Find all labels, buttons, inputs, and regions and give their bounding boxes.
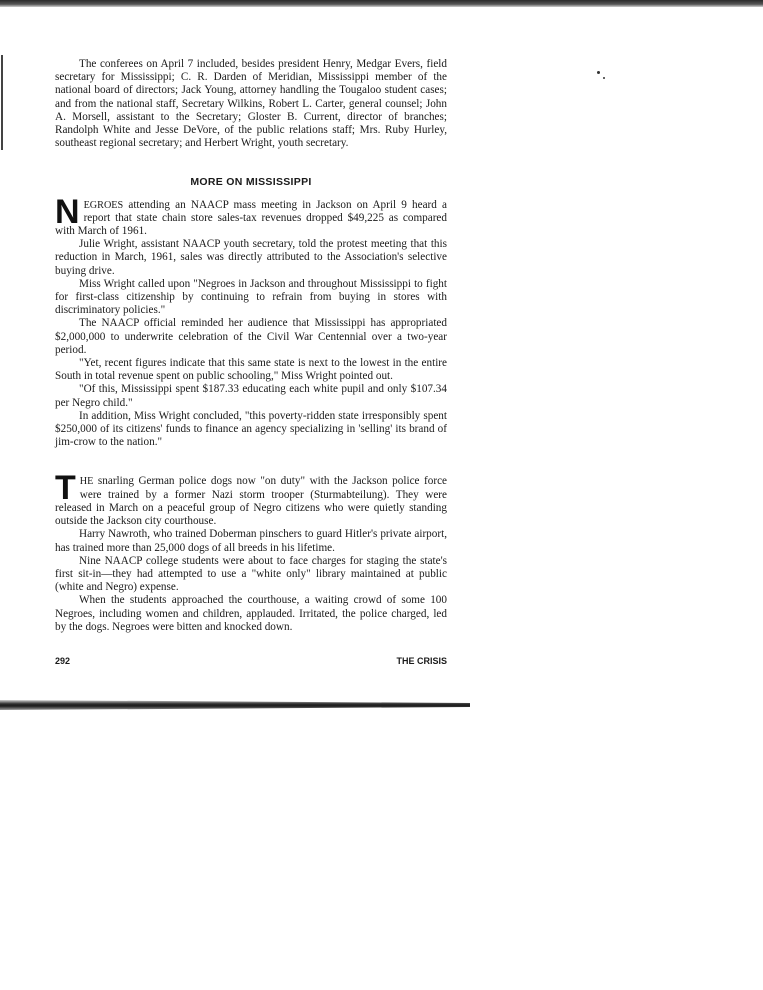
lead-caps: HE: [79, 476, 94, 488]
article-lead-paragraph: [55, 192, 447, 239]
article-police-dogs: [55, 469, 447, 633]
article-paragraph: "Of this, Mississippi spent $187.33 educating each white pupil and only $107.34 per Negro child.": [55, 383, 447, 409]
article-paragraph: When the students approached the courthouse, a waiting crowd of some 100 Negroes, including women and children, applauded. Irritated, the police charged, led by the dogs. Negroes were bitten and knocked down.: [55, 594, 447, 633]
article-paragraph: Miss Wright called upon "Negroes in Jackson and throughout Mississippi to fight for first-class citizenship by continuing to refrain from buying in stores with discriminatory policies.": [55, 277, 447, 317]
publication-name: THE CRISIS: [396, 656, 447, 666]
page-footer: [55, 656, 447, 666]
article-mississippi: [55, 192, 447, 450]
bottom-edge-rule: [0, 700, 470, 710]
article-paragraph: "Yet, recent figures indicate that this same state is next to the lowest in the entire South in total revenue spent on public schooling," Miss Wright pointed out.: [55, 357, 447, 383]
left-margin-mark: [1, 55, 3, 150]
article-paragraph: Julie Wright, assistant NAACP youth secretary, told the protest meeting that this reduction in March, 1961, sales was directly attributed to the Association's selective buying drive.: [55, 238, 447, 277]
lead-caps: EGROES: [83, 199, 124, 211]
drop-cap: N: [55, 192, 80, 231]
text-column: [55, 58, 447, 634]
article-spacer: [55, 449, 447, 475]
article-paragraph: Nine NAACP college students were about to face charges for staging the state's first sit-in—they had attempted to use a "white only" library maintained at public (white and Negro) expense.: [55, 554, 447, 594]
lead-text: attending an NAACP mass meeting in Jackson on April 9 heard a report that state chain store sales-tax revenues dropped $49,225 as compared with March of 1961.: [55, 198, 447, 238]
page-number: 292: [55, 656, 71, 666]
article-lead-paragraph: [55, 469, 447, 528]
conferees-paragraph: The conferees on April 7 included, besides president Henry, Medgar Evers, field secretary for Mississippi; C. R. Darden of Meridian, Mississippi member of the national board of directors; Jack Young, attorney handling the Tougaloo student cases; and from the national staff, Secretary Wilkins, Robert L. Carter, general counsel; John A. Morsell, assistant to the Secretary; Gloster B. Current, director of branches; Randolph White and Jesse DeVore, of the public relations staff; Mrs. Ruby Hurley, southeast regional secretary; and Herbert Wright, youth secretary.: [55, 58, 447, 150]
lead-text: snarling German police dogs now "on duty" with the Jackson police force were trained by a former Nazi storm trooper (Sturmabteilung). They were released in March on a peaceful group of Negro citizens who were quietly standing outside the Jackson city courthouse.: [55, 475, 447, 528]
section-heading: MORE ON MISSISSIPPI: [190, 176, 312, 189]
article-paragraph: Harry Nawroth, who trained Doberman pinschers to guard Hitler's private airport, has trained more than 25,000 dogs of all breeds in his lifetime.: [55, 528, 447, 554]
top-edge-rule: [0, 0, 763, 7]
article-paragraph: The NAACP official reminded her audience that Mississippi has appropriated $2,000,000 to underwrite celebration of the Civil War Centennial over a two-year period.: [55, 317, 447, 356]
scan-speck: [603, 77, 605, 79]
drop-cap: T: [55, 469, 76, 508]
scan-speck: [597, 71, 600, 74]
article-paragraph: In addition, Miss Wright concluded, "this poverty-ridden state irresponsibly spent $250,000 of its citizens' funds to finance an agency specializing in 'selling' its brand of jim-crow to the nation.": [55, 409, 447, 449]
